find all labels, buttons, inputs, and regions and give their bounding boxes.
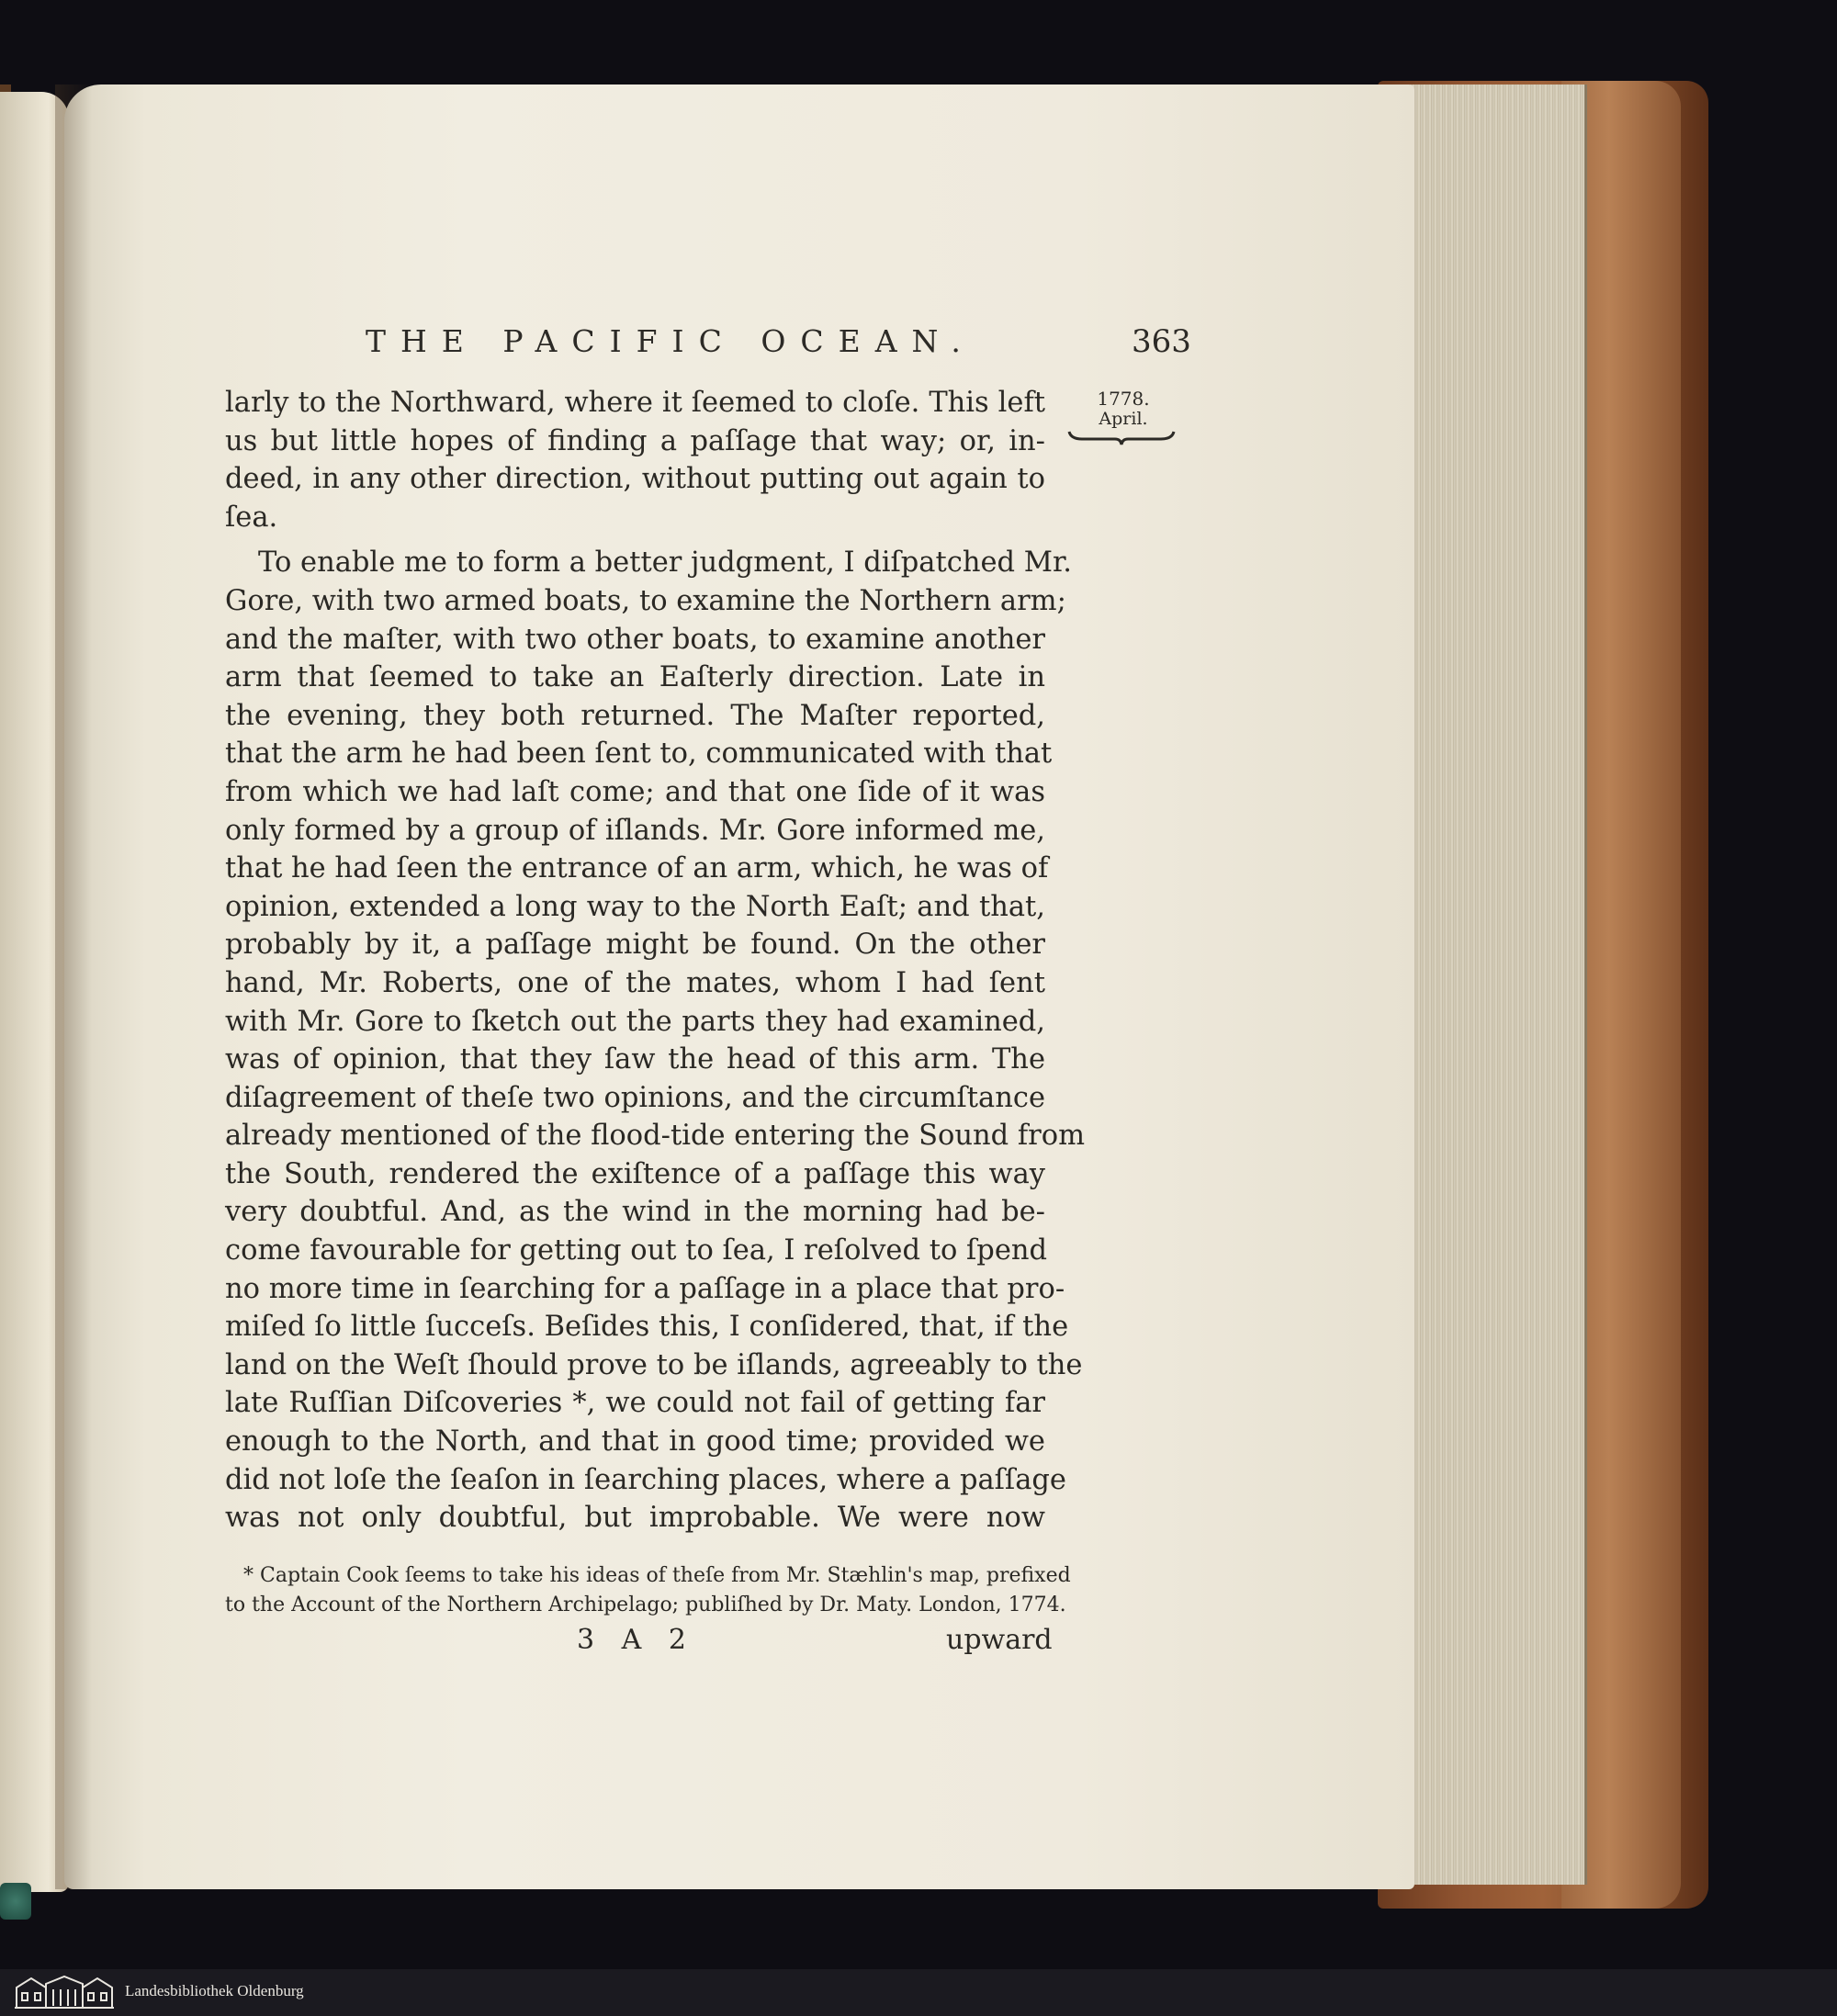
margin-note-year: 1778. (1097, 388, 1150, 410)
text-line: only formed by a group of iſlands. Mr. Gore informed me, (225, 814, 1045, 847)
library-name: Landesbibliothek Oldenburg (125, 1982, 304, 1999)
text-line: opinion, extended a long way to the North Eaſt; and that, (225, 890, 1045, 923)
catchword: upward (946, 1624, 1053, 1656)
text-line: miſed ſo little ſucceſs. Beſides this, I conſidered, that, if the (225, 1311, 1069, 1344)
text-line: probably by it, a paſſage might be found. On the other (225, 929, 1045, 962)
text-line: already mentioned of the flood-tide entering the Sound from (225, 1120, 1086, 1153)
body-text (225, 384, 1086, 1537)
library-building-icon (13, 1973, 116, 2010)
footnote-line: to the Account of the Northern Archipelago; publiſhed by Dr. Maty. London, 1774. (225, 1594, 1066, 1616)
text-line: the evening, they both returned. The Maſter reported, (225, 699, 1045, 732)
text-line: from which we had laſt come; and that one ſide of it was (225, 775, 1045, 808)
text-line: very doubtful. And, as the wind in the morning had be- (225, 1196, 1045, 1229)
text-line: that the arm he had been ſent to, communicated with that (225, 738, 1053, 771)
signature-mark: 3 A 2 (577, 1624, 695, 1656)
text-line: the South, rendered the exiſtence of a paſſage this way (225, 1157, 1045, 1190)
text-line: with Mr. Gore to ſketch out the parts they had examined, (225, 1005, 1045, 1038)
gutter-shadow (55, 84, 92, 1889)
text-line: us but little hopes of finding a paſſage that way; or, in- (225, 424, 1045, 457)
text-line: hand, Mr. Roberts, one of the mates, whom I had ſent (225, 966, 1045, 999)
text-line: ſea. (225, 501, 278, 534)
footnote (225, 1561, 1071, 1620)
text-line: Gore, with two armed boats, to examine the Northern arm; (225, 584, 1066, 617)
text-line: was of opinion, that they ſaw the head of this arm. The (225, 1043, 1045, 1076)
text-line: that he had ſeen the entrance of an arm, which, he was of (225, 852, 1049, 885)
text-line: deed, in any other direction, without putting out again to (225, 463, 1045, 496)
text-line: land on the Weſt ſhould prove to be iſlands, agreeably to the (225, 1348, 1083, 1381)
text-line: was not only doubtful, but improbable. We were now (225, 1502, 1045, 1535)
margin-note-month: April. (1099, 409, 1148, 429)
text-line: To enable me to form a better judgment, I diſpatched Mr. (258, 546, 1072, 580)
text-line: come favourable for getting out to ſea, I reſolved to ſpend (225, 1234, 1048, 1267)
text-line: diſagreement of theſe two opinions, and the circumſtance (225, 1081, 1045, 1114)
bookmark-ribbon (0, 1883, 31, 1920)
footnote-line: * Captain Cook ſeems to take his ideas of theſe from Mr. Stæhlin's map, prefixed (243, 1564, 1071, 1587)
text-line: enough to the North, and that in good time; provided we (225, 1425, 1045, 1459)
margin-note (1073, 389, 1174, 429)
text-line: no more time in ſearching for a paſſage in a place that pro- (225, 1272, 1065, 1305)
text-line: larly to the Northward, where it ſeemed to cloſe. This left (225, 387, 1045, 419)
running-header: THE PACIFIC OCEAN. (366, 323, 975, 359)
text-line: arm that ſeemed to take an Eaſterly direction. Late in (225, 661, 1045, 694)
margin-brace-icon (1065, 428, 1178, 448)
text-line: and the maſter, with two other boats, to examine another (225, 623, 1045, 656)
text-line: late Ruſſian Diſcoveries *, we could not fail of getting far (225, 1387, 1045, 1420)
page-number: 363 (1132, 323, 1191, 360)
page-block-fore-edge (1410, 84, 1587, 1885)
text-line: did not loſe the ſeaſon in ſearching places, where a paſſage (225, 1463, 1066, 1496)
